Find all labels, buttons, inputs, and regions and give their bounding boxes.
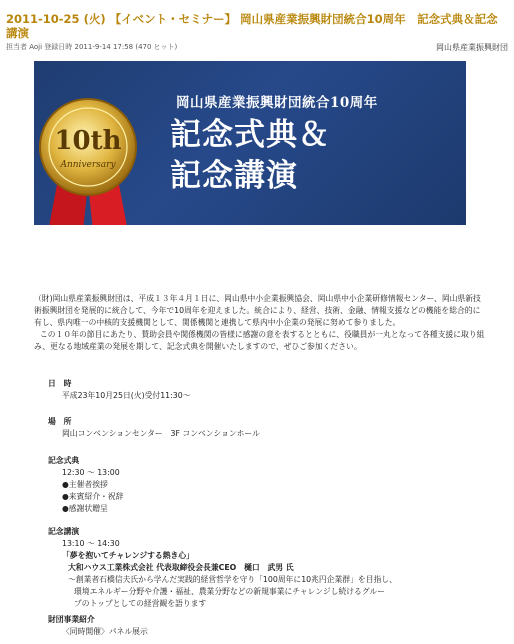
author-date: 担当者 Aoji 登録日時 2011-9-14 17:58 (470 ヒット) bbox=[6, 43, 178, 51]
intro-text bbox=[34, 293, 486, 353]
lecture-section bbox=[48, 526, 397, 610]
place-heading: 場 所 bbox=[48, 417, 72, 426]
ceremony-item: ●感謝状贈呈 bbox=[62, 504, 108, 513]
foundation-intro-section bbox=[48, 614, 148, 638]
lecture-description: ～創業者石橋信夫氏から学んだ実践的経営哲学を守り「100周年に10兆円企業群」を目指し、 bbox=[68, 575, 397, 584]
medal-number: 10th bbox=[54, 126, 122, 156]
date-section bbox=[48, 378, 191, 402]
banner-main-title bbox=[170, 115, 330, 197]
anniversary-medal-icon bbox=[34, 83, 148, 225]
ceremony-item: ●来賓紹介・祝辞 bbox=[62, 492, 124, 501]
lecture-speaker: 大和ハウス工業株式会社 代表取締役会長兼CEO 樋口 武男 氏 bbox=[68, 563, 294, 572]
lecture-heading: 記念講演 bbox=[48, 527, 80, 536]
lecture-title: 「夢を抱いてチャレンジする熱き心」 bbox=[62, 551, 194, 560]
date-heading: 日 時 bbox=[48, 379, 72, 388]
ceremony-heading: 記念式典 bbox=[48, 456, 80, 465]
medal-text: Anniversary bbox=[60, 160, 116, 170]
intro-paragraph-1: （財)岡山県産業振興財団は、平成１３年４月１日に、岡山県中小企業振興協会、岡山県中小企業研修情報センター、岡山県新技術振興財団を発展的に統合して、今年で10周年を迎えました。統合により、経営、技術、金融、情報支援などの機能を総合的に有し、県内唯一の中核的支援機関として、関係機関と連携して県内中小企業の発展に努めて参りました。 bbox=[34, 294, 481, 327]
ceremony-section bbox=[48, 455, 123, 515]
date-value: 平成23年10月25日(火)受付11:30～ bbox=[62, 391, 191, 400]
place-section bbox=[48, 416, 260, 440]
organization-name: 岡山県産業振興財団 bbox=[436, 43, 508, 52]
ceremony-item: ●主催者挨拶 bbox=[62, 480, 108, 489]
banner-subtitle: 岡山県産業振興財団統合10周年 bbox=[176, 95, 378, 111]
banner-main-line-2: 記念講演 bbox=[170, 158, 298, 194]
place-value: 岡山コンベンションセンター 3F コンベンションホール bbox=[62, 429, 260, 438]
lecture-time: 13:10 ～ 14:30 bbox=[62, 539, 120, 548]
event-banner bbox=[34, 61, 466, 225]
foundation-intro-heading: 財団事業紹介 bbox=[48, 615, 95, 624]
lecture-description: 環境エネルギー分野や介護・福祉、農業分野などの新規事業にチャレンジし続けるグルー bbox=[74, 587, 386, 596]
lecture-description: プのトップとしての経営観を語ります bbox=[74, 599, 207, 608]
ceremony-time: 12:30 ～ 13:00 bbox=[62, 468, 120, 477]
article-title: 2011-10-25 (火) 【イベント・セミナー】 岡山県産業振興財団統合10周年 記念式典＆記念講演 bbox=[6, 12, 498, 40]
article-meta bbox=[6, 42, 508, 53]
banner-main-line-1: 記念式典＆ bbox=[170, 117, 330, 153]
intro-paragraph-2: この１０年の節目にあたり、賛助会員や関係機関の皆様に感謝の意を表するとともに、役職員が一丸となって各種支援に取り組み、更なる地域産業の発展を期して、記念式典を開催いたしますので、ぜひご参加ください。 bbox=[34, 330, 485, 351]
foundation-intro-value: 〈同時開催〉パネル展示 bbox=[62, 627, 148, 636]
